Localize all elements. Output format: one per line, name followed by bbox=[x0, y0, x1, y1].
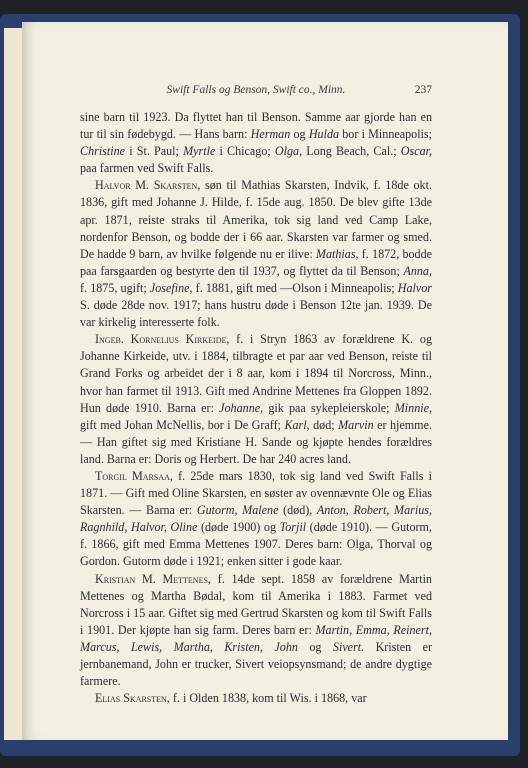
entry-paragraph bbox=[80, 177, 432, 331]
page-header bbox=[80, 84, 432, 100]
running-title: Swift Falls og Benson, Swift co., Minn. bbox=[166, 84, 346, 96]
text-run: er hjemme. — Han giftet sig med Kristiane H. Sande og kjøpte hendes forældres land. Barna er: Doris og Herbert. De har 240 acres land. bbox=[80, 417, 432, 466]
text-run: S. døde 28de nov. 1917; hans hustru døde i Benson 12te jan. 1939. De var kirkelig interesserte folk. bbox=[80, 298, 432, 330]
italic-name: Mathias, bbox=[315, 246, 359, 261]
text-run: søn til Mathias Skarsten, Indvik, f. 18de okt. 1836, gift med Johanne J. Hilde, f. 15de aug. 1850. De blev gifte 13de apr. 1871, reiste straks til Amerika, tok sig land ved Camp Lake, nordenfor Benson, og bodde der i 66 aar. Skarsten var farmer og smed. De hadde 9 barn, av hvilke følgende nu er ilive: bbox=[80, 178, 432, 261]
italic-name: Marvin bbox=[338, 417, 374, 432]
italic-name: Myrtle bbox=[183, 144, 216, 159]
entry-paragraph bbox=[80, 468, 432, 571]
italic-name: Halvor bbox=[397, 280, 432, 295]
page-number: 237 bbox=[414, 84, 432, 96]
italic-name: Gutorm, Malene bbox=[196, 503, 279, 518]
italic-name: Josefine, bbox=[149, 280, 193, 295]
italic-name: Sivert. bbox=[332, 639, 365, 654]
entry-paragraph bbox=[80, 690, 432, 707]
facing-page-edge bbox=[4, 28, 23, 740]
italic-name: Oscar, bbox=[400, 144, 433, 159]
italic-name: Olga, bbox=[274, 144, 303, 159]
body-text bbox=[80, 109, 432, 707]
text-run: Long Beach, Cal.; bbox=[302, 144, 401, 159]
text-run: Kristen er jernbanemand, John er trucker, Sivert veiopsynsmand; de andre dygtige farmere. bbox=[80, 639, 432, 689]
italic-name: Herman bbox=[250, 127, 291, 142]
continued-paragraph bbox=[80, 109, 432, 177]
entry-name: Halvor M. Skarsten, bbox=[95, 178, 201, 193]
text-run: i Chicago; bbox=[215, 144, 275, 159]
italic-name: Torjil bbox=[279, 520, 307, 535]
text-run: gik paa sykepleierskole; bbox=[263, 400, 395, 415]
entry-name: Torgil Marsaa, bbox=[95, 468, 173, 483]
italic-name: Anna, bbox=[403, 263, 432, 278]
entry-name: Ingeb. Kornelius Kirkeide, bbox=[95, 332, 230, 347]
entry-name: Elias Skarsten, bbox=[95, 691, 170, 706]
text-run: f. 14de sept. 1858 av forældrene Martin Mettenes og Martha Bødal, kom til Amerika i 1883. Farmet ved Norcross i 15 aar. Giftet sig med Gertrud Skarsten og kom til Swift Falls i 1901. Der kjøpte han sig farm. Deres barn er: bbox=[80, 571, 432, 637]
text-run: f. 1881, gift med —Olson i Minneapolis; bbox=[192, 280, 398, 295]
text-run: død; bbox=[309, 417, 339, 432]
text-run: i St. Paul; bbox=[125, 144, 184, 159]
italic-name: Anton, Robert, Marius, Ragnhild, Halvor, Oline bbox=[80, 503, 432, 535]
text-run: bor i Minneapolis; bbox=[339, 127, 432, 142]
italic-name: Hulda bbox=[308, 127, 340, 142]
text-run: paa farmen ved Swift Falls. bbox=[80, 161, 214, 176]
text-run: gift med Johan McNellis, bor i De Graff; bbox=[80, 417, 285, 432]
text-run: (død), bbox=[278, 503, 317, 518]
text-run: f. i Stryn 1863 av forældrene K. og Johanne Kirkeide, utv. i 1884, tilbragte et par aar ved Benson, reiste til Grand Forks og arbeidet der i 8 aar, kom i 1894 til Norcross, Minn., hvor han farmet til 1913. Gift med Andrine Mettenes fra Gloppen 1892. Hun døde 1910. Barna er: bbox=[80, 332, 432, 415]
text-run: f. 25de mars 1830, tok sig land ved Swift Falls i 1871. — Gift med Oline Skarsten, en søster av ovennævnte Ole og Elias Skarsten. — Barna er: bbox=[80, 468, 432, 518]
italic-name: Martin, Emma, Reinert, Marcus, Lewis, Martha, Kristen, John bbox=[80, 622, 432, 654]
text-run: og bbox=[290, 127, 309, 142]
entry-paragraph bbox=[80, 571, 432, 691]
text-run: f. 1875, ugift; bbox=[80, 280, 150, 295]
text-run: f. i Olden 1838, kom til Wis. i 1868, var bbox=[169, 691, 367, 706]
entry-paragraph bbox=[80, 331, 432, 468]
entry-name: Kristian M. Mettenes, bbox=[95, 571, 211, 586]
text-run: (døde 1900) og bbox=[197, 520, 280, 535]
text-run: f. 1872, bodde paa farsgaarden og bestyrte den til 1937, og flyttet da til Benson; bbox=[80, 246, 432, 278]
italic-name: Johanne, bbox=[219, 400, 264, 415]
text-run: sine barn til 1923. Da flyttet han til Benson. Samme aar gjorde han en tur til sin fødebygd. — Hans barn: bbox=[80, 110, 432, 142]
italic-name: Christine bbox=[80, 144, 126, 159]
italic-name: Minnie, bbox=[394, 400, 433, 415]
text-run: og bbox=[297, 639, 333, 654]
italic-name: Karl, bbox=[284, 417, 310, 432]
text-run: (døde 1910). — Gutorm, f. 1866, gift med Emma Mettenes 1907. Deres barn: Olga, Thorval og Gordon. Gutorm døde i 1921; enken sitter i gode kaar. bbox=[80, 520, 432, 569]
